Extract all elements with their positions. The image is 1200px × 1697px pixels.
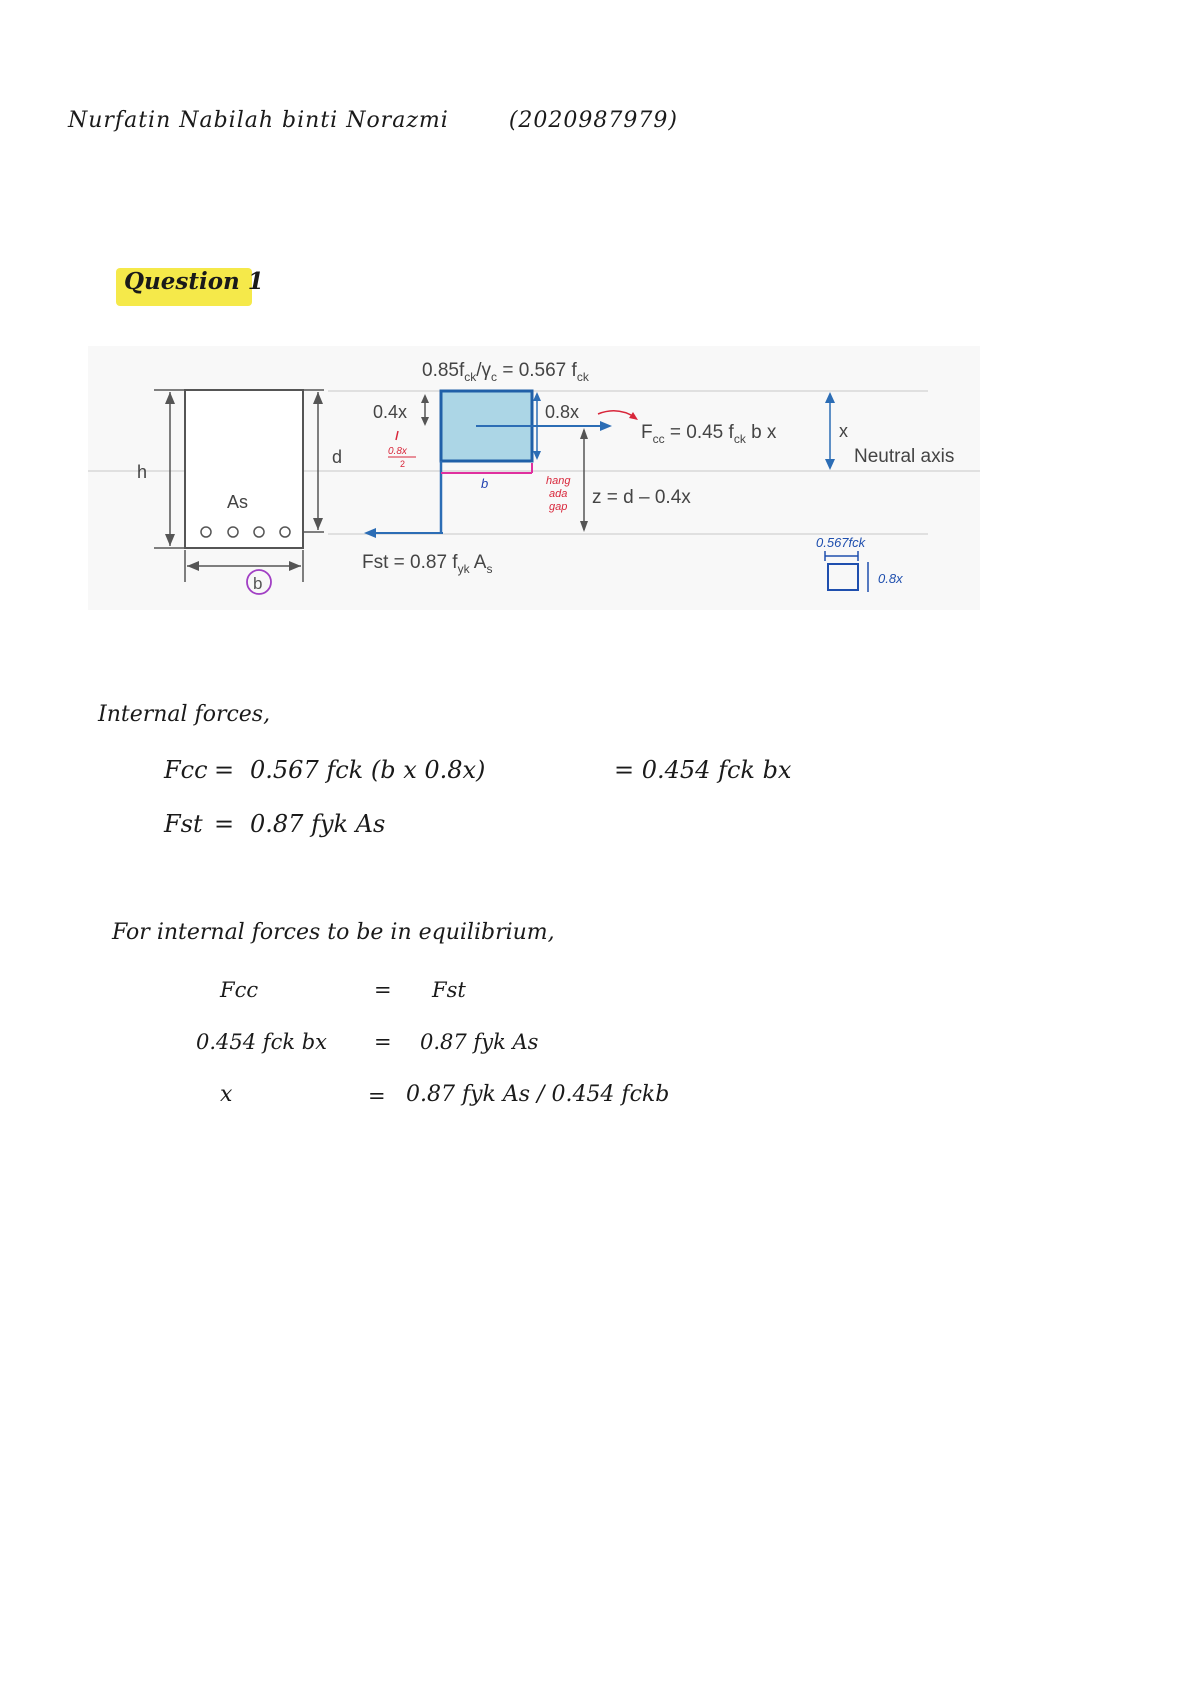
note-gap-3: gap — [549, 501, 568, 513]
internal-forces-title: Internal forces, — [98, 702, 271, 727]
note-08x-den: 2 — [400, 459, 406, 469]
question-label: Question 1 — [124, 268, 264, 295]
eq-row3-eq: = — [368, 1084, 386, 1108]
fcc-result: = 0.454 fck bx — [614, 756, 792, 784]
fst-label: Fst = 0.87 $f_{yk}$ $A_s$ — [362, 552, 493, 576]
d-label: d — [332, 447, 343, 467]
eq-row2-rhs: 0.87 fyk As — [420, 1030, 539, 1054]
fst-lhs: Fst — [164, 810, 203, 838]
eq-row2-lhs: 0.454 fck bx — [196, 1030, 328, 1054]
eq-row1-lhs: Fcc — [220, 978, 259, 1002]
fcc-eq: = — [214, 756, 235, 784]
eq-row3-rhs: 0.87 fyk As / 0.454 fckb — [406, 1082, 670, 1107]
equilibrium-title: For internal forces to be in equilibrium, — [112, 920, 555, 945]
author-name: Nurfatin Nabilah binti Norazmi — [68, 108, 449, 133]
stress-label: $0.85f_{ck}/\gamma_c = 0.567$ $f_{ck}$ — [422, 360, 589, 384]
student-id: (2020987979) — [508, 108, 678, 133]
neutral-axis-label: Neutral axis — [854, 446, 955, 467]
eq-row2-eq: = — [374, 1030, 392, 1054]
block-fck-label: 0.567fck — [816, 535, 866, 550]
x04-label: 0.4x — [373, 402, 408, 422]
fst-eq: = — [214, 810, 235, 838]
z-label: z = d – 0.4x — [592, 487, 691, 508]
as-label: As — [227, 492, 249, 512]
beam-section — [185, 390, 303, 548]
x08-label: 0.8x — [545, 402, 580, 422]
note-gap-2: ada — [549, 488, 568, 500]
eq-row3-lhs: x — [220, 1082, 233, 1107]
note-b: b — [481, 476, 489, 491]
eq-row1-eq: = — [374, 978, 392, 1002]
eq-row1-rhs: Fst — [432, 978, 466, 1002]
b-label: b — [253, 574, 263, 593]
x-label: x — [839, 421, 848, 441]
h-label: h — [137, 462, 148, 482]
note-08x-half: 0.8x — [388, 446, 407, 457]
fcc-rhs: 0.567 fck (b x 0.8x) — [250, 756, 486, 784]
block-08x-label: 0.8x — [878, 571, 903, 586]
note-gap-1: hang — [546, 475, 571, 487]
fcc-label: $F_{cc} = 0.45$ $f_{ck}$ b x — [641, 422, 777, 446]
author-line — [68, 108, 678, 133]
section-diagram — [88, 346, 980, 610]
fcc-lhs: Fcc — [164, 756, 208, 784]
fst-rhs: 0.87 fyk As — [250, 810, 386, 838]
